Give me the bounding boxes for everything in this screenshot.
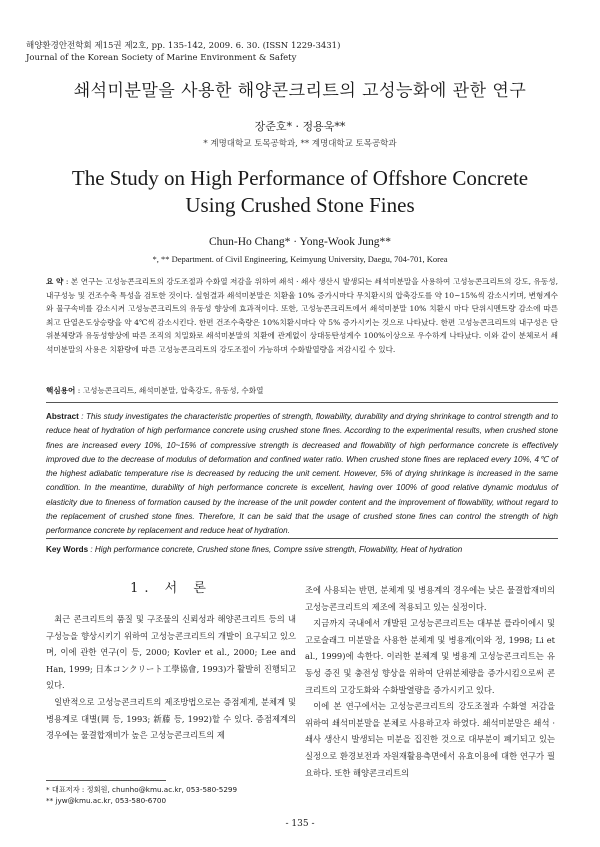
korean-abstract-text: : 본 연구는 고성능콘크리트의 강도조절과 수화열 저감을 위하여 쇄석 · 쇄사 생산시 발생되는 쇄석미분말을 사용하여 고성능콘크리트의 강도, 유동성, 내구성능 및 건조수축 특성을 검토한 것이다. 실험결과 쇄석미분말은 치환율 10% 증가시마다 무치환시의 압축강도를 약 10~15%씩 감소시키며, 변형계수와 물구속비를 감소시켜 고성능콘크리트의 유동성 향상에 효과적이다. 또한, 고성능콘크리트에서 쇄석미분말 10% 치환시 마다 단위시멘트량 감소에 따른 최고 단열온도상승량을 약 4℃씩 감소시킨다. 한편 건조수축량은 10%치환시마다 약 5% 증가시키는 것으로 나타났다. 한편 고성능콘크리트의 내구성은 단위분체량과 유동성향상에 따른 조직의 치밀화로 쇄석미분말의 치환에 관계없이 상대동탄성계수 100%이상으로 우수하게 나타났다. 이와 같이 분체로서 쇄석미분말의 사용은 치환량에 따른 고성능콘크리트의 강도조절이 가능하며 수화발열량을 저감시킬 수 있다. [46, 277, 558, 354]
body-column-left [46, 611, 296, 744]
english-keywords-label: Key Words [46, 545, 89, 554]
english-title-line-1: The Study on High Performance of Offshore Concrete [71, 166, 529, 190]
korean-abstract-label: 요 약 [46, 277, 64, 286]
body-paragraph: 일반적으로 고성능콘크리트의 제조방법으로는 증점제계, 분체계 및 병용계로 대별(岡 등, 1993; 新藤 등, 1992)할 수 있다. 증점제계의 경우에는 물결합재비가 높은 고성능콘크리트의 제 [46, 696, 296, 741]
korean-keywords-text: : 고성능콘크리트, 쇄석미분말, 압축강도, 유동성, 수화열 [75, 386, 264, 395]
journal-header [26, 40, 340, 64]
body-paragraph: 이에 본 연구에서는 고성능콘크리트의 강도조절과 수화열 저감을 위하여 쇄석미분말을 분체로 사용하고자 하였다. 쇄석미분말은 쇄석 · 쇄사 생산시 발생되는 미분을 집진한 것으로 대부분이 폐기되고 있는 실정으로 환경보전과 자원재활용측면에서 유효이용에 대한 연구가 필요하다. 또한 해양콘크리트의 [305, 701, 555, 778]
english-title-line-2: Using Crushed Stone Fines [185, 193, 415, 217]
english-abstract-text: : This study investigates the characteristic properties of strength, flowability, durability and drying shrinkage to control strength and to reduce heat of hydration of high performance concrete using crushed stone fines. According to the experimental results, when crushed stone fines are increased every 10%, 10~15% of compressive strength is decreased and flowability of high performance concrete is effectively improved due to the decrease of modulus of deformation and confined water ratio. When crushed stone fines are replaced every 10%, 4℃ of the highest adiabatic temperature rise is decreased by reducing the unit cement. However, 5% of drying shrinkage is increased in the same condition. In the meantime, durability of high performance concrete is excellent, having over 100% of good relative dynamic modulus of elasticity due to fineness of formation caused by the increase of the unit powder content and the improvement of flowability, without regard to the replacement of crushed stone fines. Therefore, It can be said that the usage of crushed stone fines can control the strength of high performance concrete by replacement and reduce heat of hydration. [46, 412, 558, 536]
body-paragraph: 지금까지 국내에서 개발된 고성능콘크리트는 대부분 플라이에시 및 고로슬래그 미분말을 사용한 분체계 및 병용계(이와 정, 1998; Li et al., 1999)에 속한다. 이러한 분체계 및 병용계 고성능콘크리트는 유동성 증진 및 충전성 향상을 위하여 단위분체량을 증가시킴으로써 콘크리트의 고강도화와 수화발열량을 증가시키고 있다. [305, 618, 555, 695]
english-abstract [46, 410, 558, 539]
body-column-right [305, 582, 555, 781]
english-keywords [46, 545, 558, 554]
body-paragraph: 조에 사용되는 반면, 분체계 및 병용계의 경우에는 낮은 물결합재비의 고성능콘크리트의 제조에 적용되고 있는 실정이다. [305, 585, 555, 612]
english-abstract-label: Abstract [46, 412, 79, 421]
korean-authors: 장준호* · 정용욱** [254, 120, 346, 133]
section-heading-introduction: 1. 서 론 [130, 581, 212, 596]
korean-abstract [46, 275, 558, 356]
korean-affiliation: * 계명대학교 토목공학과, ** 계명대학교 토목공학과 [203, 139, 397, 149]
abstract-divider-top [46, 402, 558, 403]
journal-citation: 해양환경안전학회 제15권 제2호, pp. 135-142, 2009. 6. 30. (ISSN 1229-3431) [26, 41, 341, 51]
english-authors: Chun-Ho Chang* · Yong-Wook Jung** [208, 236, 392, 248]
korean-keywords [46, 385, 558, 396]
footnote-line-1: * 대표저자 : 정회원, chunho@kmu.ac.kr, 053-580-5299 [46, 785, 238, 794]
footnote-line-2: ** jyw@kmu.ac.kr, 053-580-6700 [46, 796, 167, 805]
abstract-divider-bottom [46, 538, 558, 539]
korean-keywords-label: 핵심용어 [46, 386, 76, 395]
journal-name: Journal of the Korean Society of Marine Environment & Safety [26, 53, 297, 63]
english-affiliation: *, ** Department. of Civil Engineering, Keimyung University, Daegu, 704-701, Korea [152, 254, 448, 264]
english-keywords-text: : High performance concrete, Crushed stone fines, Compre ssive strength, Flowability, Heat of hydration [90, 545, 463, 554]
page-number: - 135 - [285, 819, 315, 829]
english-title [0, 165, 600, 219]
korean-title: 쇄석미분말을 사용한 해양콘크리트의 고성능화에 관한 연구 [73, 81, 527, 101]
footnote [46, 784, 237, 806]
body-paragraph: 최근 콘크리트의 품질 및 구조물의 신뢰성과 해양콘크리트 등의 내구성능을 향상시키기 위하여 고성능콘크리트의 개발이 요구되고 있으며, 이에 관한 연구(이 등, 2000; Kovler et al., 2000; Lee and Han, 1999; 日本コンクリート工學協會, 1993)가 활발히 진행되고 있다. [46, 614, 296, 691]
footnote-divider [46, 780, 166, 781]
